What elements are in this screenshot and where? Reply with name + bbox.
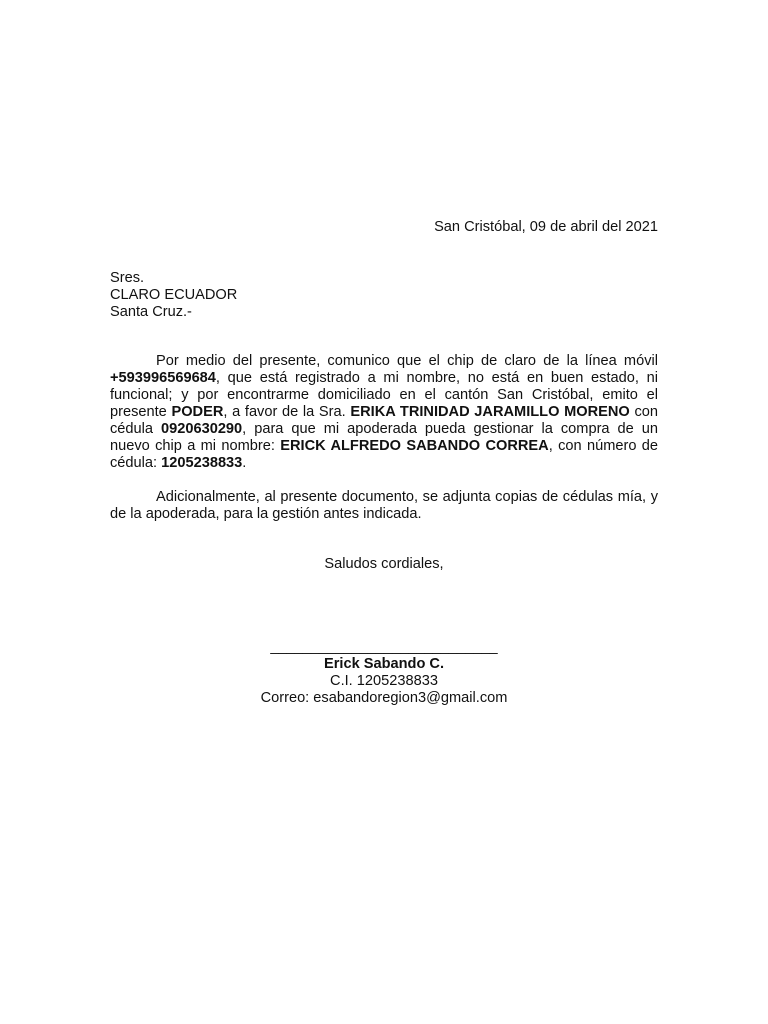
attorney-id: 0920630290 — [161, 421, 243, 437]
p1-text-6: , con número de cédula: — [110, 438, 659, 471]
grantor-name: ERICK ALFREDO SABANDO CORREA — [280, 438, 549, 454]
recipient-company: CLARO ECUADOR — [110, 287, 238, 303]
date-line: San Cristóbal, 09 de abril del 2021 — [434, 219, 658, 235]
p1-text-5: , para que mi apoderada pueda gestionar la compra de un nuevo chip a mi nombre: — [110, 421, 658, 454]
p1-text-1: Por medio del presente, comunico que el chip de claro de la línea móvil — [156, 353, 658, 369]
signature-name: Erick Sabando C. — [323, 656, 445, 672]
signature-id: C.I. 1205238833 — [330, 673, 438, 689]
p2-text: Adicionalmente, al presente documento, se adjunta copias de cédulas mía, y de la apoderada, para la gestión antes indicada. — [110, 489, 658, 522]
signature-block — [0, 639, 768, 707]
recipient-city: Santa Cruz.- — [110, 304, 192, 320]
p1-text-2: , que está registrado a mi nombre, no está en buen estado, ni funcional; y por encontrarme domiciliado en el cantón San Cristóbal, emito el presente — [110, 370, 658, 420]
poder-keyword: PODER — [171, 404, 224, 420]
phone-number: +593996569684 — [110, 370, 216, 386]
attorney-name: ERIKA TRINIDAD JARAMILLO MORENO — [350, 404, 630, 420]
grantor-id: 1205238833 — [161, 455, 243, 471]
closing-line: Saludos cordiales, — [324, 556, 444, 572]
p1-text-3: , a favor de la Sra. — [223, 404, 351, 420]
p1-text-4: con cédula — [110, 404, 658, 437]
recipient-block — [110, 270, 237, 321]
signature-line: ____________________________ — [270, 639, 498, 655]
signature-email: Correo: esabandoregion3@gmail.com — [260, 690, 508, 706]
p1-text-7: . — [242, 455, 247, 471]
body-paragraph-1 — [110, 353, 658, 472]
recipient-salutation: Sres. — [110, 270, 145, 286]
body-paragraph-2 — [110, 489, 658, 523]
